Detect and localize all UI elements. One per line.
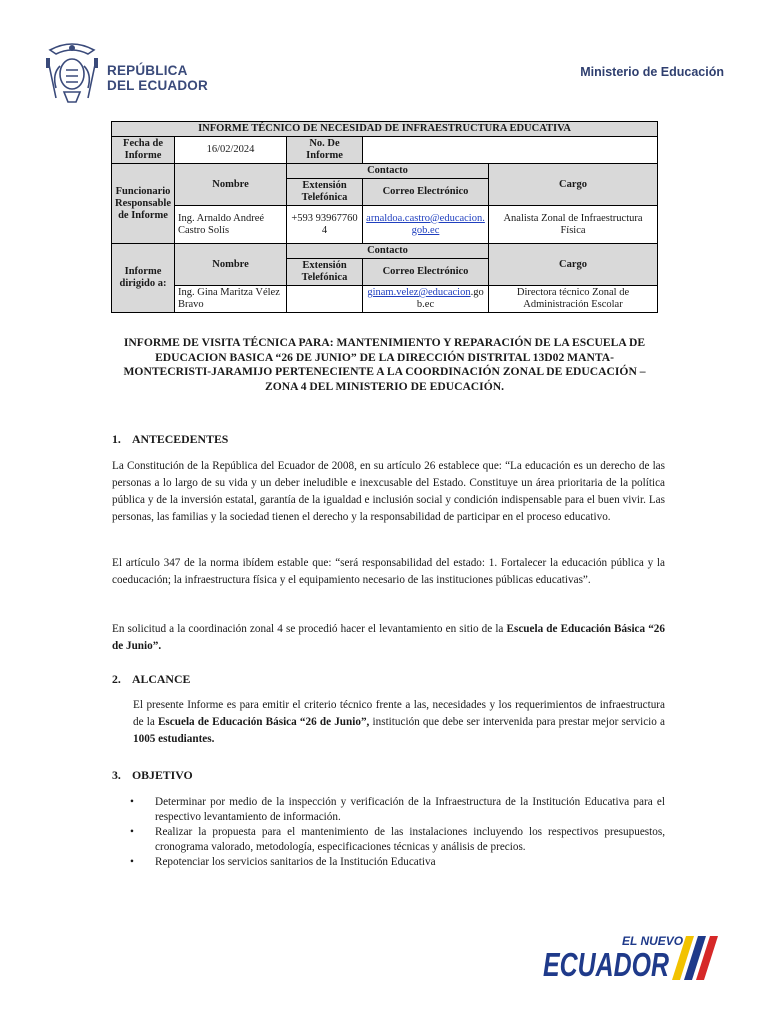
table-row: [112, 122, 658, 137]
table-row: [112, 206, 658, 244]
section-antecedentes-heading: [112, 432, 228, 447]
no-informe-label: No. De Informe: [287, 137, 363, 164]
paragraph-constitucion: La Constitución de la República del Ecuador de 2008, en su artículo 26 establece que: “La educación es un derecho de las personas a lo largo de su vida y un deber ineludible e inexcusable del Estado. Constituye un área prioritaria de la política pública y de la inversión estatal, garantía de la igualdad e inclusión social y condición indispensable para el buen vivir. Las personas, las familias y la sociedad tienen el derecho y la responsabilidad de participar en el proceso educativo.: [112, 460, 665, 523]
cargo-header: Cargo: [489, 164, 658, 206]
table-title: INFORME TÉCNICO DE NECESIDAD DE INFRAESTRUCTURA EDUCATIVA: [112, 122, 658, 137]
logo-big-text: ECUADOR: [543, 946, 670, 983]
report-title: INFORME DE VISITA TÉCNICA PARA: MANTENIMIENTO Y REPARACIÓN DE LA ESCUELA DE EDUCACION BASICA “26 DE JUNIO” DE LA DIRECCIÓN DISTRITAL 13D02 MANTA-MONTECRISTI-JARAMIJO PERTENECIENTE A LA COORDINACIÓN ZONAL DE EDUCACIÓN – ZONA 4 DEL MINISTERIO DE EDUCACIÓN.: [123, 336, 646, 393]
dir-cargo: Directora técnico Zonal de Administración Escolar: [489, 286, 658, 313]
ministry-name: Ministerio de Educación: [580, 65, 724, 79]
responsable-label: Funcionario Responsable de Informe: [112, 164, 175, 244]
cargo-header-2: Cargo: [489, 244, 658, 286]
school-name: Escuela de Educación Básica “26 de Junio”.: [112, 623, 665, 652]
section-number: 1.: [112, 432, 121, 446]
solicitud-text: En solicitud a la coordinación zonal 4 se procedió hacer el levantamiento en sitio de la: [112, 623, 504, 635]
table-row: [112, 244, 658, 259]
table-row: [112, 164, 658, 179]
alcance-text: El presente Informe es para emitir el criterio técnico frente a las, necesidades y los requerimientos de infraestructura de la: [133, 699, 665, 728]
section-number: 3.: [112, 768, 121, 782]
resp-cargo: Analista Zonal de Infraestructura Física: [489, 206, 658, 244]
section-objetivo-heading: [112, 768, 193, 783]
bullet-icon: •: [130, 856, 134, 868]
nombre-header-2: Nombre: [175, 244, 287, 286]
list-item: • Repotenciar los servicios sanitarios de la Institución Educativa: [130, 856, 436, 868]
bullet-icon: •: [130, 796, 134, 808]
dir-extension: [287, 286, 363, 313]
dir-email-link[interactable]: ginam.velez@educacion: [367, 287, 471, 298]
correo-header: Correo Electrónico: [363, 179, 489, 206]
section-number: 2.: [112, 672, 121, 686]
paragraph-solicitud: [112, 621, 665, 655]
dir-email: [363, 286, 489, 313]
correo-header-2: Correo Electrónico: [363, 259, 489, 286]
info-table: [111, 121, 658, 313]
section-title: OBJETIVO: [132, 768, 193, 782]
fecha-value: 16/02/2024: [175, 137, 287, 164]
list-item: • Realizar la propuesta para el mantenimiento de las instalaciones incluyendo los respectivos presupuestos, cronograma valorado, metodología, especificaciones técnicas y análisis de precios.: [130, 826, 665, 853]
bullet-icon: •: [130, 826, 134, 838]
contacto-header-2: Contacto: [287, 244, 489, 259]
table-row: [112, 286, 658, 313]
republic-title: REPÚBLICA DEL ECUADOR: [107, 63, 208, 93]
student-count: 1005 estudiantes.: [133, 733, 215, 745]
contacto-header: Contacto: [287, 164, 489, 179]
objetivos-list: [130, 795, 665, 871]
dir-nombre: Ing. Gina Maritza Vélez Bravo: [175, 286, 287, 313]
nombre-header: Nombre: [175, 164, 287, 206]
paragraph-articulo-347: El artículo 347 de la norma ibídem estable que: “será responsabilidad del estado: 1. Fortalecer la educación pública y la coeducación; la infraestructura física y el equipamiento necesario de las instituciones públicas educativas”.: [112, 557, 665, 586]
fecha-label: Fecha de Informe: [112, 137, 175, 164]
resp-email-link[interactable]: arnaldoa.castro@educacion.gob.ec: [363, 206, 489, 244]
list-item: • Determinar por medio de la inspección y verificación de la Infraestructura de la Institución Educativa para el respectivo levantamiento de información.: [130, 796, 665, 823]
section-title: ANTECEDENTES: [132, 432, 229, 446]
dirigido-label: Informe dirigido a:: [112, 244, 175, 313]
page-header: [0, 0, 768, 110]
coat-of-arms-icon: [42, 40, 102, 106]
alcance-text-2: institución que debe ser intervenida para prestar mejor servicio a: [372, 716, 666, 728]
dir-email-domain: .gob.ec: [416, 287, 484, 310]
section-title: ALCANCE: [132, 672, 191, 686]
section-alcance-heading: [112, 672, 190, 687]
resp-nombre: Ing. Arnaldo Andreé Castro Solís: [175, 206, 287, 244]
extension-header: Extensión Telefónica: [287, 179, 363, 206]
resp-extension: +593 939677604: [287, 206, 363, 244]
extension-header-2: Extensión Telefónica: [287, 259, 363, 286]
table-row: [112, 137, 658, 164]
paragraph-alcance: [133, 697, 665, 748]
school-name-2: Escuela de Educación Básica “26 de Junio”,: [157, 716, 370, 728]
logo-small-text: EL NUEVO: [622, 934, 684, 948]
no-informe-value: [363, 137, 658, 164]
el-nuevo-ecuador-logo: [540, 928, 730, 984]
